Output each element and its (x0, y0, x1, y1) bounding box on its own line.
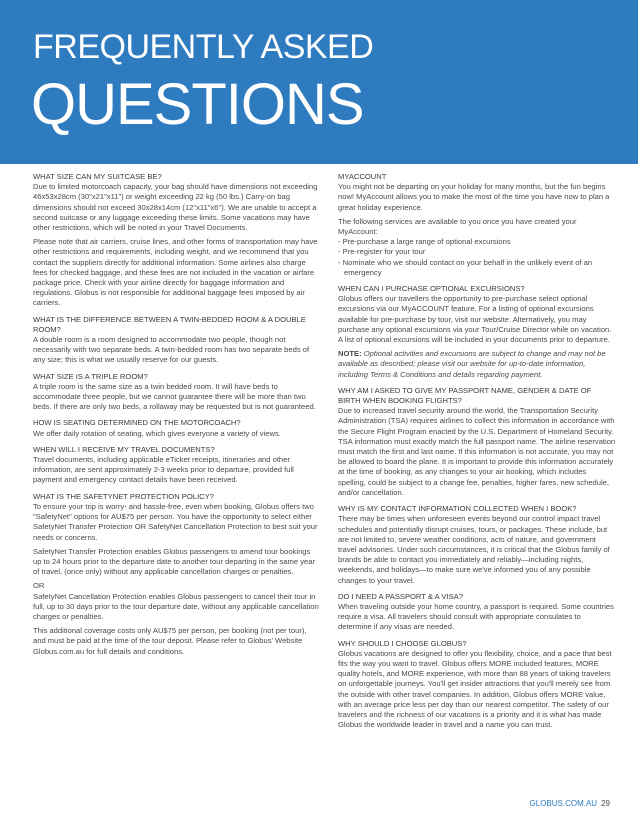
faq-heading: WHY SHOULD I CHOOSE GLOBUS? (338, 638, 467, 648)
page-footer (530, 799, 610, 808)
faq-answer: OR (33, 581, 45, 591)
page-title-line2: QUESTIONS (31, 72, 364, 137)
faq-suitcase (33, 172, 319, 309)
left-column (33, 172, 319, 663)
faq-answer: Due to increased travel security around the world, the Transportation Security Administration (TSA) requires airlines to collect this information in accordance with the Secure Flight Program enacted by the U.S. Department of Homeland Security. TSA information must exactly match the full passport name. The airline reservation must match the first and last name. If this information is not accurate, you may not be allowed to board the plane. It is important to provide this information accurately at the time of booking, as any changes to your air booking, which includes spelling, could be subject to a change fee, penalties, higher fares, new schedule, and/or cancellation. (338, 406, 616, 497)
faq-heading: WHAT SIZE IS A TRIPLE ROOM? (33, 371, 148, 381)
faq-excursions (338, 284, 616, 380)
list-item: - Pre-purchase a large range of optional excursions (338, 237, 511, 247)
faq-answer: To ensure your trip is worry- and hassle-free, even when booking, Globus offers two "SafetyNet" options for AU$75 per person. You have the opportunity to select either SafetyNet Transfer Protection OR SafetyNet Cancellation Protection to best suit your needs or concerns. (33, 501, 318, 542)
footer-site: GLOBUS.COM.AU (529, 799, 598, 808)
faq-answer: The following services are available to you once you have created your MyAccount: (338, 216, 577, 237)
faq-documents (33, 445, 319, 486)
faq-answer: SafetyNet Cancellation Protection enables Globus passengers to cancel their tour in full, up to 30 days prior to the tour departure date, without any applicable cancellation charges or penalties. (33, 591, 319, 621)
faq-answer: Globus vacations are designed to offer you flexibility, choice, and a pace that best fits the way you want to travel. Globus offers MORE included features, MORE quality hotels, and MORE experience, with more than 88 years of taking travelers on unforgettable journeys. You'll get insider attractions that you'll merely see from the outside with other travel companies. In addition, Globus offers MORE value, with an average price less per day than our nearest competitor. The safety of our travelers and the richness of our vacations is a priority and it is what has made Globus the worldwide leader in travel and a name you can trust. (338, 648, 612, 730)
faq-answer: Globus offers our travellers the opportunity to pre-purchase select optional excursions via our MyACCOUNT feature. For a listing of optional excursions available for pre-purchase by tour, visit our website. Alternatively, you may purchase any optional excursions via your Tour/Cruise Director while on vacation. A list of optional excursions will be included in your documents prior to departure. (338, 294, 612, 345)
faq-room-types (33, 315, 319, 366)
page-number: 29 (601, 799, 610, 808)
faq-heading: WHEN WILL I RECEIVE MY TRAVEL DOCUMENTS? (33, 444, 215, 454)
faq-seating (33, 418, 319, 438)
faq-answer: A double room is a room designed to accommodate two people, though not necessarily with two separate beds. A twin-bedded room has two separate beds of any size; this is what we usually reserve for our guests. (33, 335, 310, 365)
faq-answer: We offer daily rotation of seating, which gives everyone a variety of views. (33, 428, 281, 438)
faq-heading: WHY AM I ASKED TO GIVE MY PASSPORT NAME, GENDER & DATE OF BIRTH WHEN BOOKING FLIGHTS? (338, 385, 592, 406)
faq-triple-room (33, 372, 319, 413)
faq-heading: MYACCOUNT (338, 172, 387, 181)
faq-heading: HOW IS SEATING DETERMINED ON THE MOTORCOACH? (33, 418, 241, 428)
faq-heading: WHY IS MY CONTACT INFORMATION COLLECTED WHEN I BOOK? (338, 504, 577, 514)
faq-contact-info (338, 504, 616, 586)
faq-passport-visa (338, 592, 616, 633)
faq-answer: SafetyNet Transfer Protection enables Globus passengers to amend tour bookings up to 24 hours prior to the departure date to another tour departing in the same year of travel, (once only) without any applicable cancellation charges or penalties. (33, 546, 315, 577)
faq-answer: Please note that air carriers, cruise lines, and other forms of transportation may have other restrictions and requirements, including weight, and we recommend that you contact the suppliers directly for additional information. Some airlines also charge fees for checked baggage, and these fees are not included in the vacation or airfare package price. Check with your airline directly for baggage information and regulations. Globus is not responsible for additional baggage fees imposed by air carriers. (33, 237, 318, 308)
faq-answer: There may be times when unforeseen events beyond our control impact travel schedules and potentially disrupt cruises, tours, or packages. These include, but are not limited to, severe weather conditions, acts of nature, and government travel advisories. Under such circumstances, it is critical that the Globus family of brands be able to contact you immediately and reliably—including nights, weekends, and holidays—to make sure we've informed you of any possible changes to your travel. (338, 514, 610, 585)
myaccount-services-list (338, 237, 616, 278)
list-item: - Pre-register for your tour (338, 247, 426, 257)
right-column (338, 172, 616, 736)
faq-answer: You might not be departing on your holiday for many months, but the fun begins now! MyAccount allows you to make the most of the time you have now to plan a great holiday experience. (338, 182, 610, 212)
faq-heading: WHEN CAN I PURCHASE OPTIONAL EXCURSIONS? (338, 284, 525, 294)
excursions-note (338, 349, 616, 380)
faq-answer: A triple room is the same size as a twin bedded room. It will have beds to accommodate three people, but we cannot guarantee there will be more than two beds. If there are only two beds, a rollaway may be requested but is not guaranteed. (33, 381, 316, 412)
page-title-line1: FREQUENTLY ASKED (33, 28, 374, 66)
faq-passport-name (338, 386, 616, 498)
faq-why-globus (338, 639, 616, 731)
faq-myaccount (338, 172, 616, 278)
faq-answer: When traveling outside your home country, a passport is required. Some countries require a visa. All travelers should consult with appropriate consulates to determine if any visas are needed. (338, 601, 614, 632)
note-label: NOTE: (338, 349, 362, 359)
faq-answer: This additional coverage costs only AU$75 per person, per booking (not per tour), and must be paid at the time of the tour deposit. Please refer to Globus' Website Globus.com.au for full details and conditions. (33, 626, 307, 656)
faq-heading: WHAT IS THE SAFETYNET PROTECTION POLICY? (33, 491, 214, 501)
faq-answer: Travel documents, including applicable eTicket receipts, itineraries and other information, are sent approximately 2-3 weeks prior to departure, provided full payment and emergency contact details have been received. (33, 455, 294, 485)
list-item: - Nominate who we should contact on your behalf in the unlikely event of an emergency (338, 257, 593, 277)
faq-answer: Due to limited motorcoach capacity, your bag should have dimensions not exceeding 46x53x28cm (30"x21"x11") or weight exceeding 22 kg (50 lbs.) Carry-on bag dimensions should not exceed 30x28x14cm (12"x11"x6"). We are unable to accept a second suitcase or any luggage exceeding these limits. Some vacations may have other restrictions, which will be noted in your Travel Documents. (33, 182, 318, 233)
faq-heading: WHAT SIZE CAN MY SUITCASE BE? (33, 172, 162, 181)
faq-heading: DO I NEED A PASSPORT & A VISA? (338, 591, 463, 601)
note-text: Optional activities and excursions are subject to change and may not be available as described; please visit our website for up-to-date information, including Terms & Conditions and details regarding payment. (338, 349, 606, 379)
faq-heading: WHAT IS THE DIFFERENCE BETWEEN A TWIN-BEDDED ROOM & A DOUBLE ROOM? (33, 314, 306, 334)
header-banner (0, 0, 638, 164)
faq-safetynet (33, 492, 319, 657)
